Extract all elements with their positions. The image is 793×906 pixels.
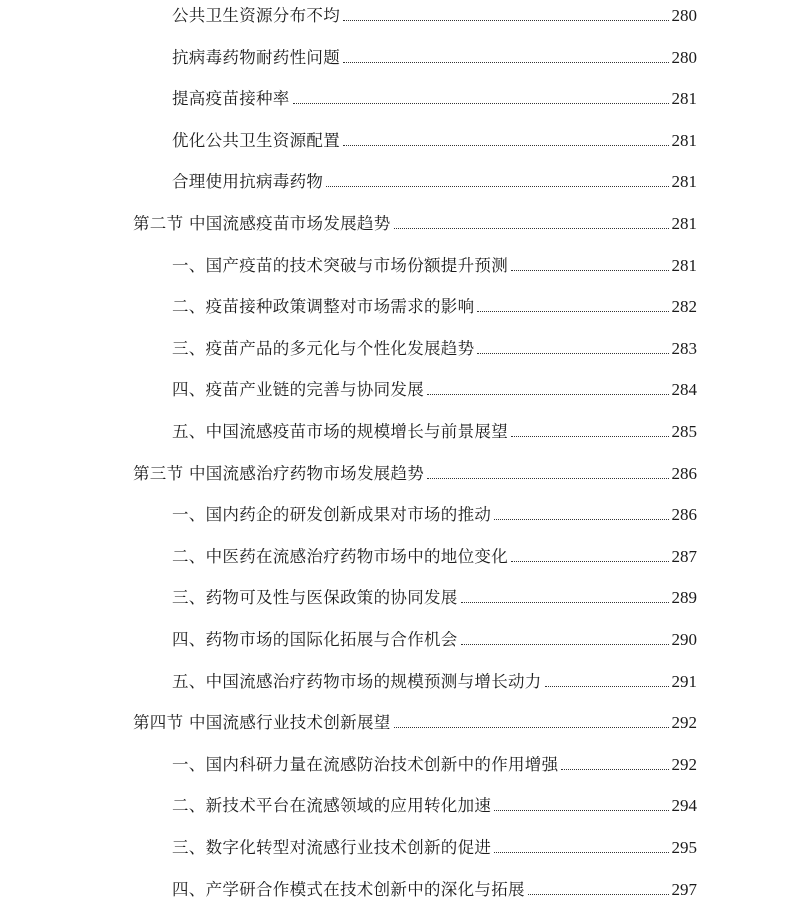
toc-page-number: 292	[671, 713, 697, 733]
toc-entry-title: 四、产学研合作模式在技术创新中的深化与拓展	[172, 879, 525, 899]
toc-page-number: 282	[671, 297, 697, 317]
toc-entry-title: 抗病毒药物耐药性问题	[172, 47, 340, 67]
toc-subentry[interactable]	[172, 629, 697, 651]
toc-page-number: 281	[671, 130, 697, 150]
toc-page-number: 281	[671, 89, 697, 109]
toc-page-number: 283	[671, 338, 697, 358]
toc-subentry[interactable]	[172, 879, 697, 901]
toc-subentry[interactable]	[172, 421, 697, 443]
toc-dot-leader	[427, 394, 669, 395]
toc-entry-title: 第四节 中国流感行业技术创新展望	[133, 713, 391, 733]
toc-entry-title: 二、新技术平台在流感领域的应用转化加速	[172, 796, 492, 816]
toc-entry-title: 四、疫苗产业链的完善与协同发展	[172, 380, 424, 400]
toc-dot-leader	[326, 186, 668, 187]
toc-page-number: 286	[671, 505, 697, 525]
toc-subentry[interactable]	[172, 130, 697, 152]
toc-entry-title: 一、国产疫苗的技术突破与市场份额提升预测	[172, 255, 508, 275]
toc-entry-title: 二、疫苗接种政策调整对市场需求的影响	[172, 297, 475, 317]
toc-page-number: 295	[671, 838, 697, 857]
toc-subentry[interactable]	[172, 296, 697, 318]
toc-page-number: 291	[671, 671, 697, 691]
toc-dot-leader	[477, 311, 668, 312]
toc-subentry[interactable]	[172, 587, 697, 609]
toc-dot-leader	[494, 852, 668, 853]
toc-subentry[interactable]	[172, 671, 697, 693]
toc-page-number: 297	[671, 879, 697, 899]
toc-entry-title: 合理使用抗病毒药物	[172, 172, 324, 192]
toc-page-number: 281	[671, 255, 697, 275]
toc-subentry[interactable]	[172, 338, 697, 360]
toc-section-entry[interactable]	[133, 463, 697, 485]
toc-page-number: 289	[671, 588, 697, 608]
toc-entry-title: 优化公共卫生资源配置	[172, 130, 340, 150]
toc-entry-title: 提高疫苗接种率	[172, 89, 290, 109]
toc-page-number: 294	[671, 796, 697, 816]
toc-subentry[interactable]	[172, 795, 697, 817]
toc-dot-leader	[528, 894, 669, 895]
toc-dot-leader	[477, 353, 668, 354]
toc-subentry[interactable]	[172, 255, 697, 277]
toc-dot-leader	[343, 62, 669, 63]
toc-subentry[interactable]	[172, 47, 697, 69]
toc-entry-title: 五、中国流感疫苗市场的规模增长与前景展望	[172, 422, 508, 441]
toc-page-number: 284	[671, 380, 697, 400]
toc-dot-leader	[494, 519, 668, 520]
toc-subentry[interactable]	[172, 88, 697, 110]
toc-section-entry[interactable]	[133, 213, 697, 235]
toc-dot-leader	[343, 20, 669, 21]
toc-entry-title: 一、国内科研力量在流感防治技术创新中的作用增强	[172, 754, 559, 774]
toc-dot-leader	[461, 644, 669, 645]
toc-entry-title: 公共卫生资源分布不均	[172, 6, 340, 25]
toc-page-number: 287	[671, 546, 697, 566]
toc-subentry[interactable]	[172, 837, 697, 859]
toc-entry-title: 二、中医药在流感治疗药物市场中的地位变化	[172, 546, 508, 566]
toc-dot-leader	[343, 145, 669, 146]
toc-page-number: 292	[671, 754, 697, 774]
toc-dot-leader	[394, 727, 669, 728]
toc-dot-leader	[511, 561, 669, 562]
toc-dot-leader	[545, 686, 669, 687]
toc-page-number: 286	[671, 463, 697, 483]
toc-entry-title: 四、药物市场的国际化拓展与合作机会	[172, 630, 458, 649]
toc-subentry[interactable]	[172, 171, 697, 193]
toc-entry-title: 三、药物可及性与医保政策的协同发展	[172, 588, 458, 608]
toc-dot-leader	[394, 228, 669, 229]
toc-entry-title: 第三节 中国流感治疗药物市场发展趋势	[133, 463, 425, 483]
toc-entry-title: 第二节 中国流感疫苗市场发展趋势	[133, 214, 391, 233]
toc-page-number: 281	[671, 172, 697, 192]
toc-dot-leader	[293, 103, 669, 104]
toc-page-number: 280	[671, 47, 697, 67]
toc-entry-title: 一、国内药企的研发创新成果对市场的推动	[172, 505, 492, 525]
toc-subentry[interactable]	[172, 504, 697, 526]
toc-section-entry[interactable]	[133, 712, 697, 734]
toc-page-number: 280	[671, 6, 697, 25]
toc-subentry[interactable]	[172, 546, 697, 568]
toc-dot-leader	[494, 810, 668, 811]
toc-subentry[interactable]	[172, 754, 697, 776]
toc-dot-leader	[461, 602, 669, 603]
toc-subentry[interactable]	[172, 5, 697, 27]
toc-dot-leader	[511, 270, 669, 271]
toc-dot-leader	[561, 769, 668, 770]
toc-entry-title: 三、数字化转型对流感行业技术创新的促进	[172, 838, 492, 857]
toc-entry-title: 三、疫苗产品的多元化与个性化发展趋势	[172, 338, 475, 358]
toc-page-number: 285	[671, 422, 697, 441]
toc-page-number: 281	[671, 214, 697, 233]
toc-dot-leader	[427, 478, 668, 479]
toc-subentry[interactable]	[172, 379, 697, 401]
toc-page-number: 290	[671, 630, 697, 649]
toc-entry-title: 五、中国流感治疗药物市场的规模预测与增长动力	[172, 671, 542, 691]
toc-dot-leader	[511, 436, 669, 437]
